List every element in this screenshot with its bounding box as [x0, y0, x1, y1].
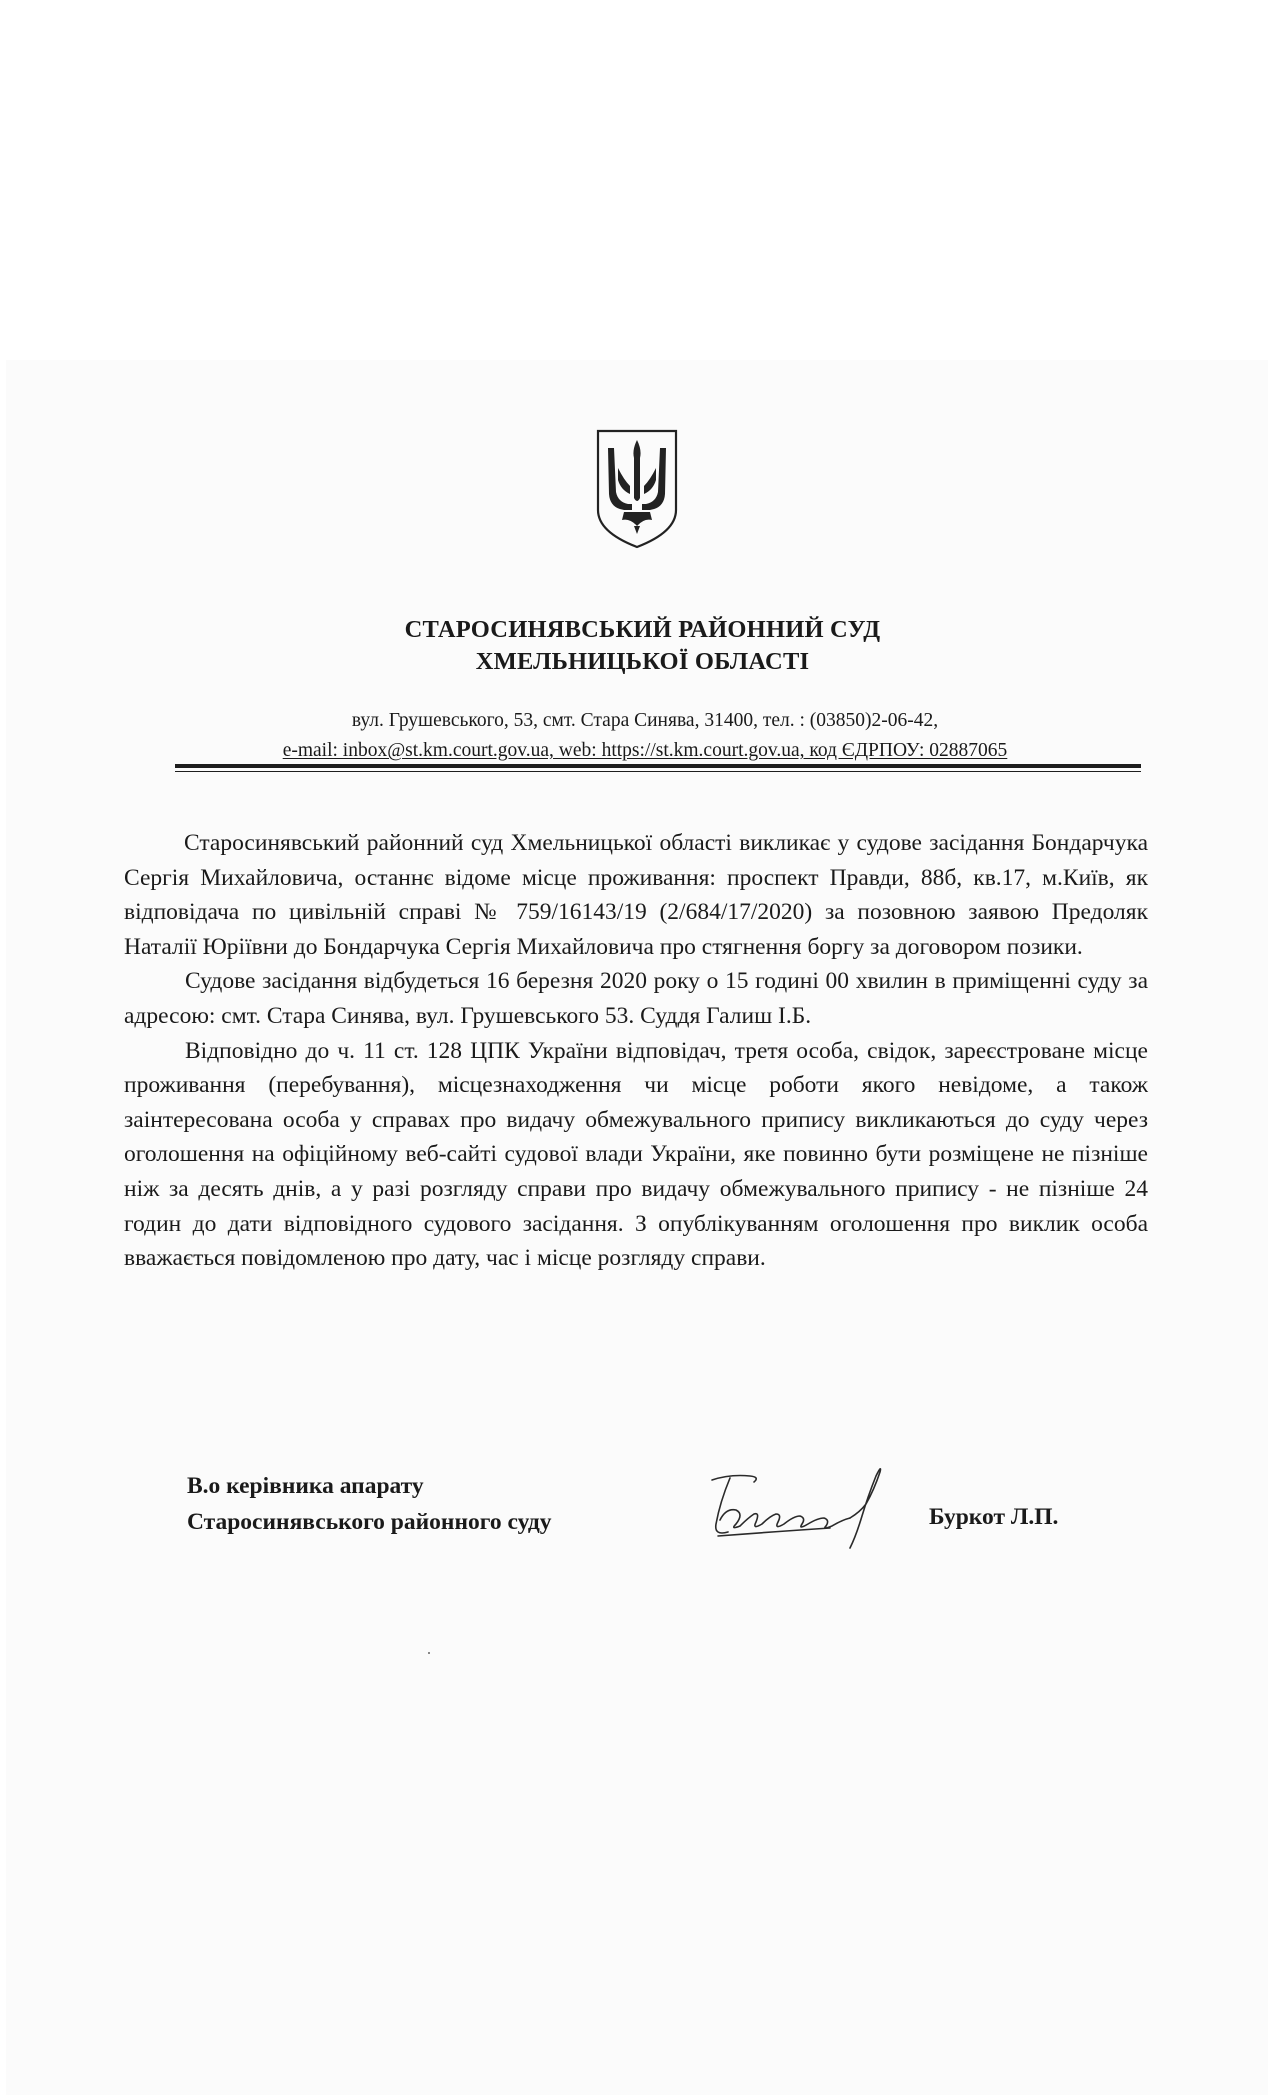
- signer-position: [187, 1468, 552, 1540]
- notice-body: [124, 826, 1148, 1276]
- court-address: [175, 706, 1115, 766]
- court-name: [0, 614, 1275, 678]
- paragraph-hearing-date: Судове засідання відбудеться 16 березня 2020 року о 15 годині 00 хвилин в приміщенні суду за адресою: смт. Стара Синява, вул. Грушевського 53. Суддя Галиш І.Б.: [124, 968, 1148, 1029]
- handwritten-signature-icon: [690, 1452, 900, 1562]
- signer-position-line1: В.о керівника апарату: [187, 1473, 424, 1499]
- paragraph-summons: Старосинявський районний суд Хмельницької області викликає у судове засідання Бондарчука Сергія Михайловича, останнє відоме місце проживання: проспект Правди, 88б, кв.17, м.Київ, як відповідача по цивільній справі № 759/16143/19 (2/684/17/2020) за позовною заявою Предоляк Наталії Юріївни до Бондарчука Сергія Михайловича про стягнення боргу за договором позики.: [124, 830, 1148, 960]
- address-line2-contacts: e-mail: inbox@st.km.court.gov.ua, web: https://st.km.court.gov.ua, код ЄДРПОУ: 02887065: [282, 740, 1008, 761]
- court-name-line1: СТАРОСИНЯВСЬКИЙ РАЙОННИЙ СУД: [404, 616, 881, 643]
- address-line1: вул. Грушевського, 53, смт. Стара Синява, 31400, тел. : (03850)2-06-42,: [351, 710, 939, 731]
- header-divider-thick: [175, 764, 1141, 768]
- court-name-line2: ХМЕЛЬНИЦЬКОЇ ОБЛАСТІ: [475, 648, 810, 675]
- scan-speck: [428, 1652, 430, 1654]
- paragraph-legal-basis: Відповідно до ч. 11 ст. 128 ЦПК України відповідач, третя особа, свідок, зареєстроване місце проживання (перебування), місцезнаходження чи місце роботи якого невідоме, а також заінтересована особа у справах про видачу обмежувального припису викликаються до суду через оголошення на офіційному веб-сайті судової влади України, яке повинно бути розміщене не пізніше ніж за десять днів, а у разі розгляду справи про видачу обмежувального припису - не пізніше 24 годин до дати відповідного судового засідання. З опублікуванням оголошення про виклик особа вважається повідомленою про дату, час і місце розгляду справи.: [124, 1037, 1148, 1272]
- signer-position-line2: Старосинявського районного суду: [187, 1509, 552, 1535]
- header-divider-thin: [175, 771, 1141, 772]
- signer-name: Буркот Л.П.: [929, 1504, 1059, 1530]
- coat-of-arms-of-ukraine-icon: [594, 428, 680, 550]
